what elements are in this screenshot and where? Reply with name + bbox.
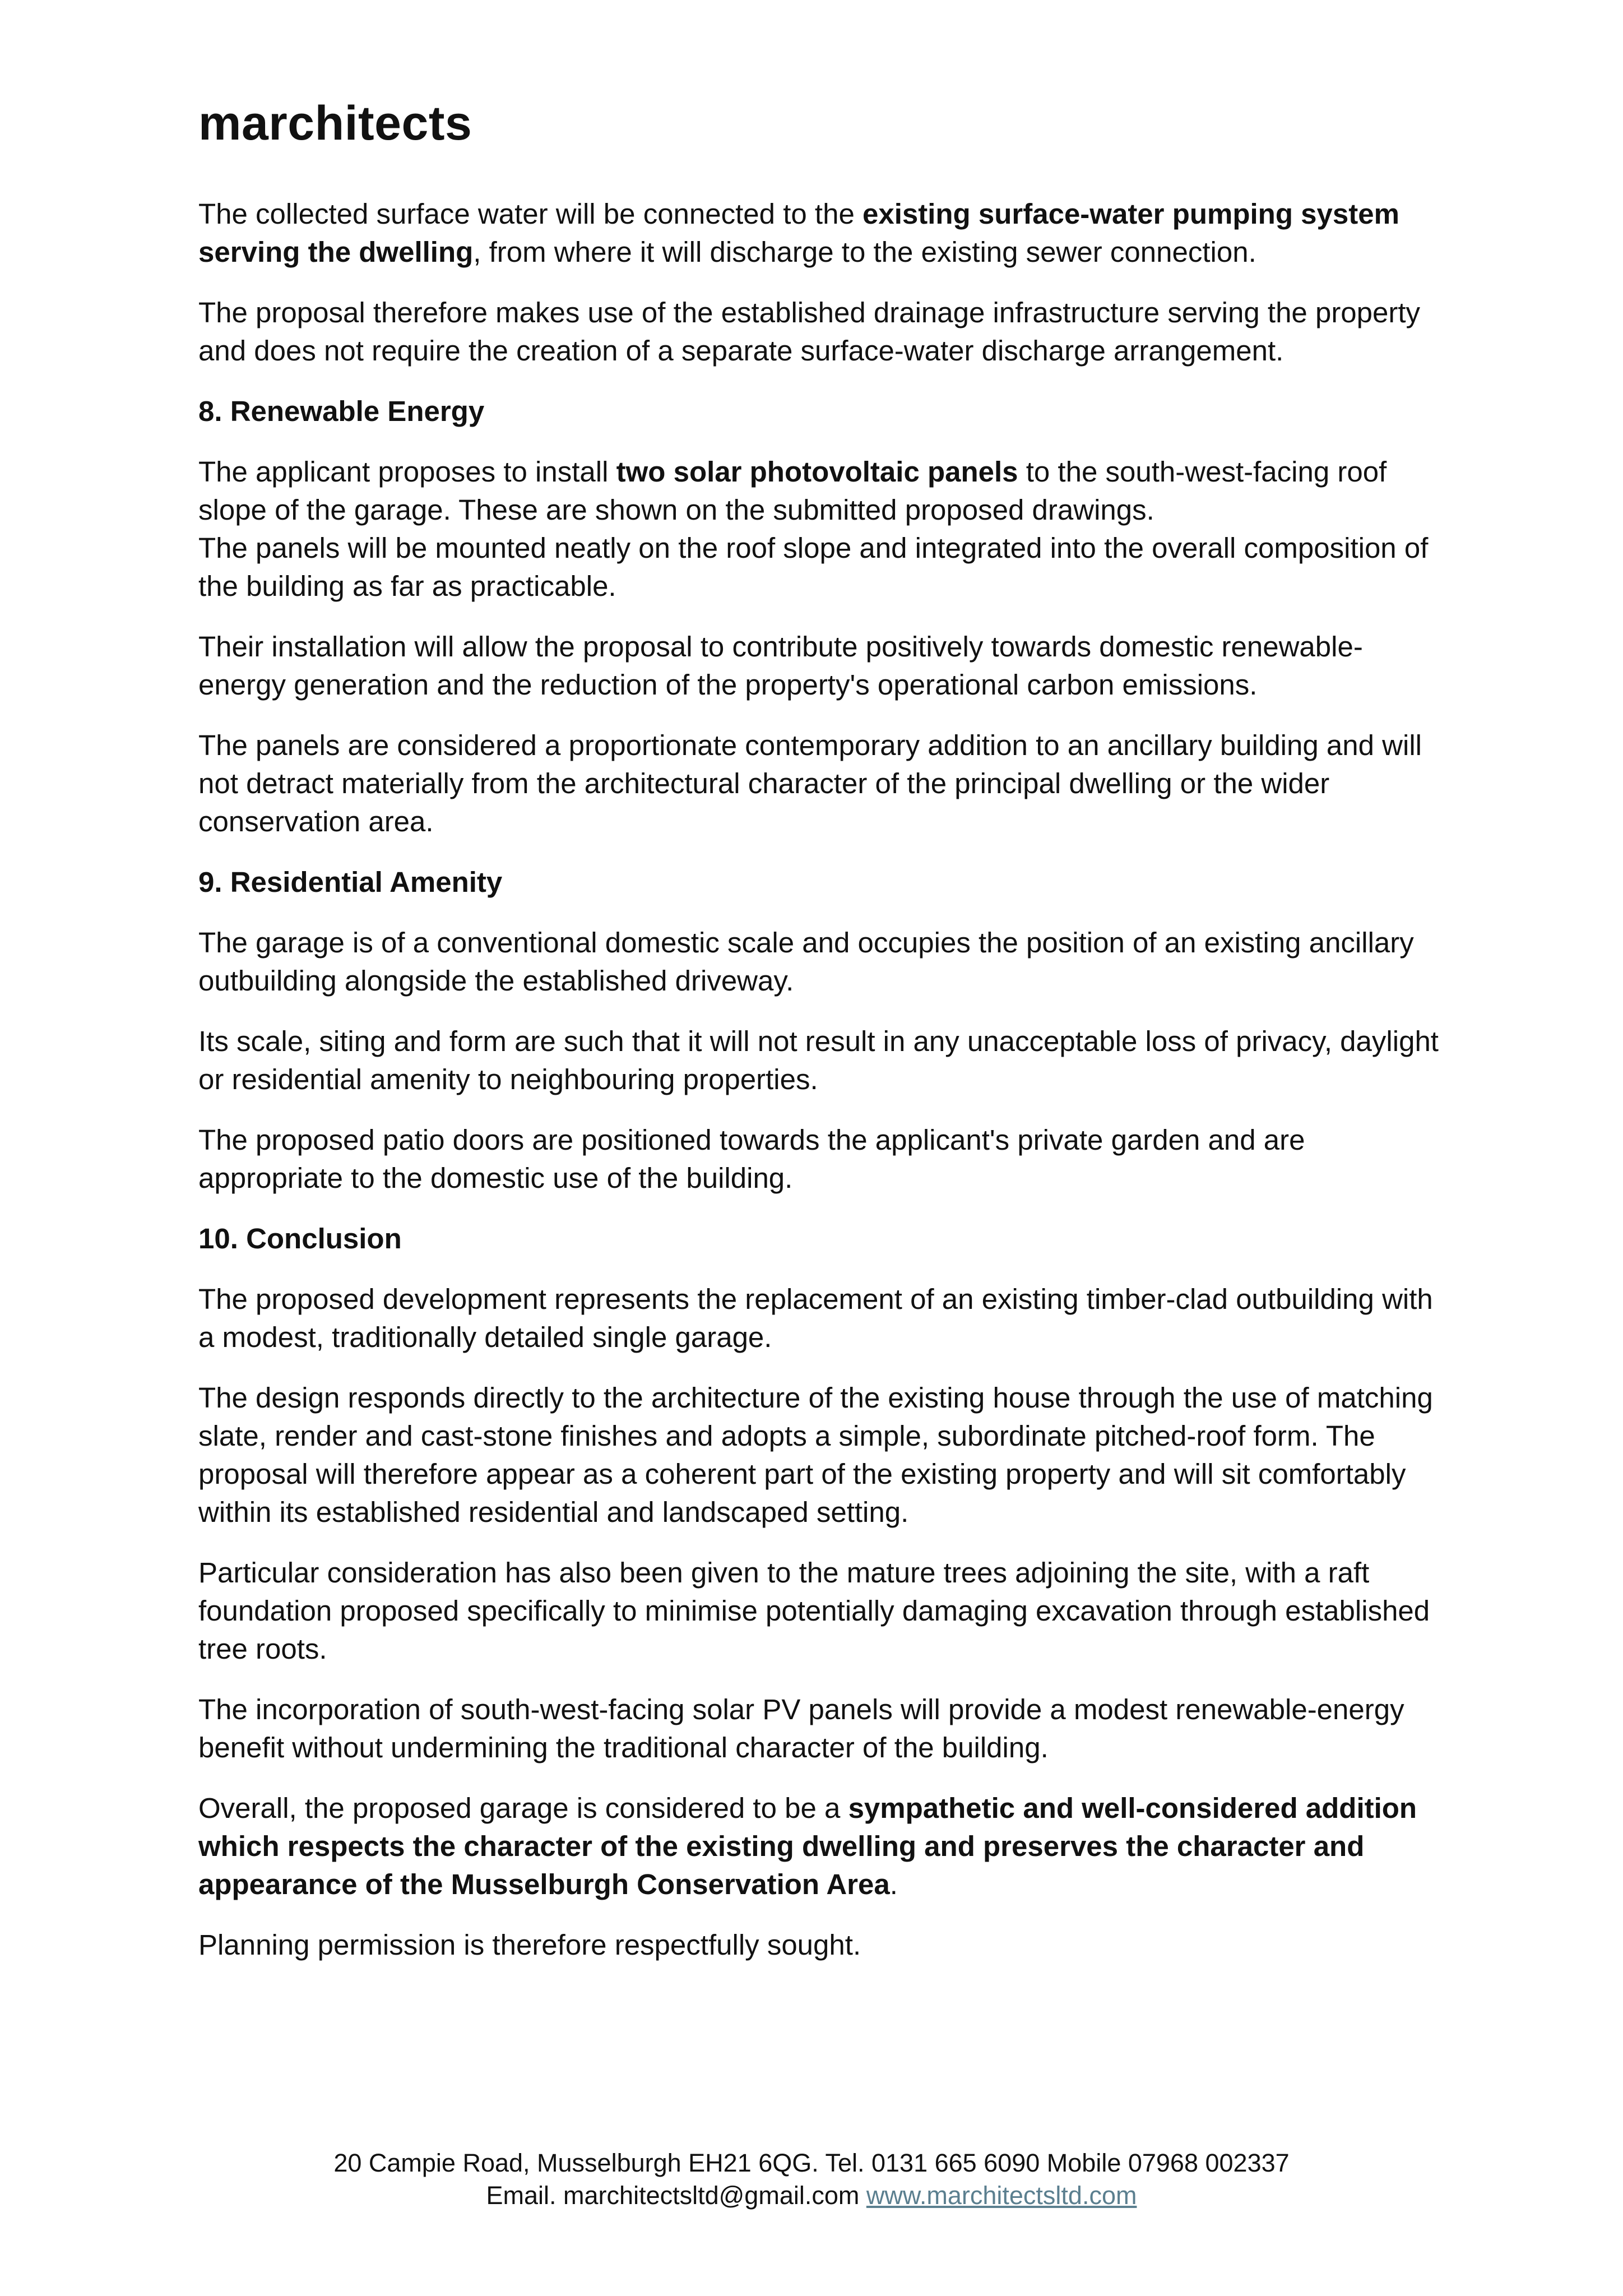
bold-text-run: sympathetic and well-considered addition which respects the character of the existing dwelling and preserves the character and appearance of the Musselburgh Conservation Area bbox=[198, 1792, 1417, 1900]
bold-text-run: existing surface-water pumping system serving the dwelling bbox=[198, 198, 1399, 268]
text-run: . bbox=[889, 1868, 898, 1900]
section-heading-renewable-energy: 8. Renewable Energy bbox=[198, 395, 485, 427]
company-logo: marchitects bbox=[198, 96, 472, 150]
footer-address: 20 Campie Road, Musselburgh EH21 6QG. Tel. 0131 665 6090 Mobile 07968 002337 bbox=[333, 2149, 1290, 2177]
paragraph-permission-sought: Planning permission is therefore respectfully sought. bbox=[198, 1929, 861, 1961]
text-run: The collected surface water will be connected to the bbox=[198, 198, 862, 230]
text-run: Overall, the proposed garage is considered to be a bbox=[198, 1792, 848, 1824]
text-run: The applicant proposes to install bbox=[198, 456, 616, 488]
paragraph-garage-scale: The garage is of a conventional domestic scale and occupies the position of an existing ancillary outbuilding alongside the established driveway. bbox=[198, 927, 1414, 997]
paragraph-privacy: Its scale, siting and form are such that it will not result in any unacceptable loss of privacy, daylight or residential amenity to neighbouring properties. bbox=[198, 1025, 1439, 1095]
paragraph-solar-benefit: The incorporation of south-west-facing solar PV panels will provide a modest renewable-energy benefit without undermining the traditional character of the building. bbox=[198, 1693, 1404, 1763]
paragraph-solar-panels bbox=[198, 453, 1443, 529]
bold-text-run: two solar photovoltaic panels bbox=[616, 456, 1018, 488]
section-heading-conclusion: 10. Conclusion bbox=[198, 1223, 402, 1255]
paragraph-drainage-infrastructure: The proposal therefore makes use of the established drainage infrastructure serving the property and does not require the creation of a separate surface-water discharge arrangement. bbox=[198, 297, 1421, 367]
paragraph-development-summary: The proposed development represents the replacement of an existing timber-clad outbuilding with a modest, traditionally detailed single garage. bbox=[198, 1283, 1433, 1353]
footer-email: Email. marchitectsltd@gmail.com bbox=[486, 2181, 866, 2210]
paragraph-overall bbox=[198, 1789, 1443, 1904]
paragraph-trees: Particular consideration has also been given to the mature trees adjoining the site, with a raft foundation proposed specifically to minimise potentially damaging excavation through established tree roots. bbox=[198, 1557, 1430, 1665]
section-heading-residential-amenity: 9. Residential Amenity bbox=[198, 866, 503, 898]
paragraph-panel-character: The panels are considered a proportionate contemporary addition to an ancillary building and will not detract materially from the architectural character of the principal dwelling or the wider conservation area. bbox=[198, 729, 1422, 837]
paragraph-drainage-connection bbox=[198, 195, 1443, 271]
footer-contact bbox=[0, 2179, 1623, 2212]
paragraph-design-response: The design responds directly to the architecture of the existing house through the use of matching slate, render and cast-stone finishes and adopts a simple, subordinate pitched-roof form. The proposal will therefore appear as a coherent part of the existing property and will sit comfortably within its established residential and landscaped setting. bbox=[198, 1382, 1433, 1528]
text-run: , from where it will discharge to the existing sewer connection. bbox=[473, 236, 1256, 268]
paragraph-panel-contribution: Their installation will allow the proposal to contribute positively towards domestic renewable-energy generation and the reduction of the property's operational carbon emissions. bbox=[198, 631, 1363, 701]
text-run: to the south-west-facing roof slope of the garage. These are shown on the submitted proposed drawings. bbox=[198, 456, 1387, 526]
paragraph-patio-doors: The proposed patio doors are positioned towards the applicant's private garden and are appropriate to the domestic use of the building. bbox=[198, 1124, 1305, 1194]
paragraph-panel-mounting: The panels will be mounted neatly on the roof slope and integrated into the overall composition of the building as far as practicable. bbox=[198, 532, 1429, 602]
document-page bbox=[198, 95, 1443, 1987]
page-footer bbox=[0, 2147, 1623, 2212]
website-link[interactable]: www.marchitectsltd.com bbox=[866, 2181, 1137, 2210]
